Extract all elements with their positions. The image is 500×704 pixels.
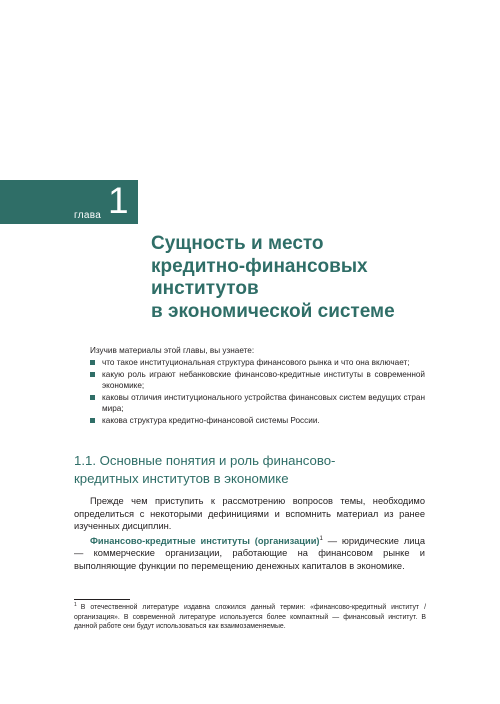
objective-item xyxy=(90,369,425,391)
square-bullet-icon xyxy=(90,360,95,365)
objective-text: что такое институциональная структура финансового рынка и что она включает; xyxy=(102,358,410,367)
definition-text: — юридические лица — коммерческие организации, работающие на финансовом рынке и выполняющие функции по перемещению денежных капиталов в экономике. xyxy=(74,535,425,571)
objectives-list xyxy=(90,357,425,426)
objectives-lead: Изучив материалы этой главы, вы узнаете: xyxy=(90,346,255,355)
square-bullet-icon xyxy=(90,372,95,377)
objective-item xyxy=(90,357,425,368)
footnote-ref[interactable]: 1 xyxy=(319,535,323,542)
chapter-title-line: в экономической системе xyxy=(151,300,395,322)
paragraph xyxy=(74,535,425,573)
objective-text: какова структура кредитно-финансовой системы России. xyxy=(102,416,320,425)
footnote xyxy=(74,603,426,632)
defined-term: Финансово-кредитные институты (организации) xyxy=(90,535,320,546)
learning-objectives xyxy=(90,345,425,427)
objective-text: каковы отличия институционального устройства финансовых систем ведущих стран мира; xyxy=(102,393,425,413)
square-bullet-icon xyxy=(90,395,95,400)
chapter-title-line: кредитно-финансовых xyxy=(151,255,368,277)
section-heading-line: кредитных институтов в экономике xyxy=(74,471,289,486)
chapter-title-line: Сущность и место xyxy=(151,233,324,254)
chapter-label: глава xyxy=(74,210,102,221)
footnote-text: В отечественной литературе издавна сложился данный термин: «финансово-кредитный институт / организация». В современной литературе используется более компактный — финансовый институт. В данной работе они будут использоваться как взаимозаменяемые. xyxy=(74,604,426,631)
chapter-title xyxy=(151,233,471,323)
paragraph: Прежде чем приступить к рассмотрению вопросов темы, необходимо определиться с некоторыми дефинициями и вспомнить материал из ранее изученных дисциплин. xyxy=(74,496,425,532)
square-bullet-icon xyxy=(90,418,95,423)
objective-item xyxy=(90,415,425,426)
footnote-divider xyxy=(74,599,130,600)
body-text xyxy=(74,495,425,575)
footnote-mark: 1 xyxy=(74,601,77,608)
chapter-title-line: институтов xyxy=(151,278,259,299)
objective-text: какую роль играют небанковские финансово-кредитные институты в современной экономике; xyxy=(102,370,425,390)
section-heading xyxy=(74,452,414,488)
objective-item xyxy=(90,392,425,414)
section-heading-line: 1.1. Основные понятия и роль финансово- xyxy=(74,453,336,468)
chapter-number: 1 xyxy=(108,180,129,221)
